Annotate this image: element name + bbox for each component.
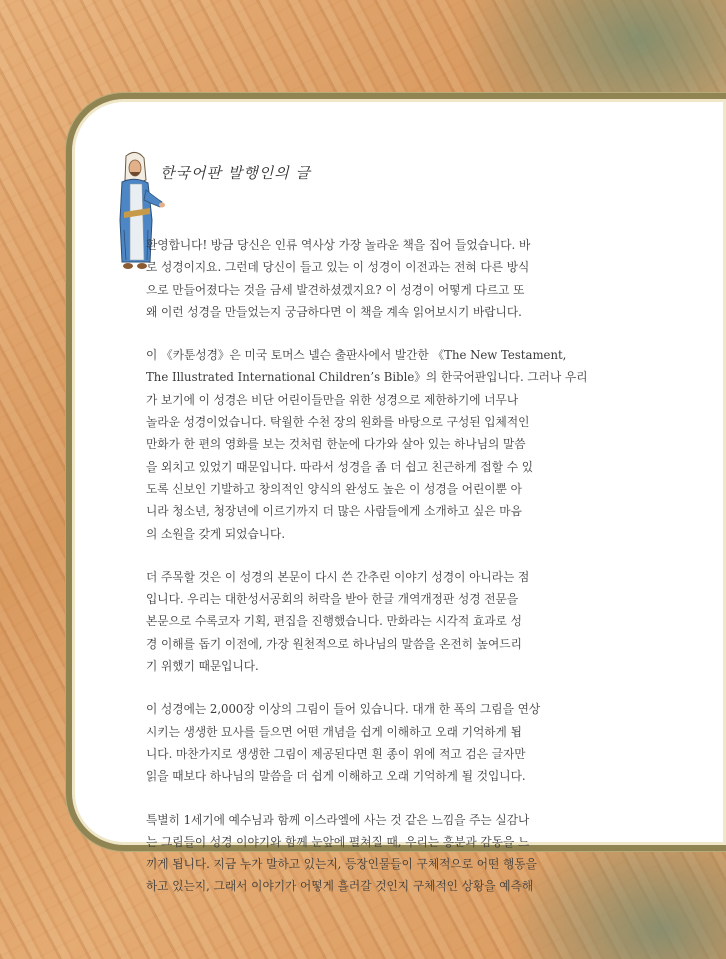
text-line: 왜 이런 성경을 만들었는지 궁금하다면 이 책을 계속 읽어보시기 바랍니다. [146, 304, 522, 319]
paragraph-1 [146, 234, 542, 323]
text-line: 이 성경에는 2,000장 이상의 그림이 들어 있습니다. 대개 한 폭의 그림을 연상 [146, 702, 541, 717]
paragraph-2 [146, 344, 588, 545]
text-line: 의 소원을 갖게 되었습니다. [146, 526, 286, 541]
text-line: 니다. 마찬가지로 생생한 그림이 제공된다면 흰 종이 위에 적고 검은 글자만 [146, 746, 526, 761]
text-line: 이 《카툰성경》은 미국 토머스 넬슨 출판사에서 발간한 《The New Testament, [146, 348, 567, 363]
text-line: 더 주목할 것은 이 성경의 본문이 다시 쓴 간추린 이야기 성경이 아니라는 점 [146, 569, 530, 584]
text-line: 니라 청소년, 청장년에 이르기까지 더 많은 사람들에게 소개하고 싶은 마음 [146, 504, 522, 519]
text-line: 가 보기에 이 성경은 비단 어린이들만을 위한 성경으로 제한하기에 너무나 [146, 392, 519, 407]
text-line: 기 위했기 때문입니다. [146, 659, 259, 674]
text-line: 도록 신보인 기발하고 창의적인 양식의 완성도 높은 이 성경을 어린이뿐 아 [146, 481, 522, 496]
text-line: 끼게 됩니다. 지금 누가 말하고 있는지, 등장인물들이 구체적으로 어떤 행동을 [146, 857, 537, 872]
paragraph-5 [146, 809, 542, 898]
text-line: 환영합니다! 방금 당신은 인류 역사상 가장 놀라운 책을 집어 들었습니다. 바 [146, 238, 531, 252]
text-line: 시키는 생생한 묘사를 들으면 어떤 개념을 쉽게 이해하고 오래 기억하게 됩 [146, 724, 522, 739]
paragraph-3 [146, 566, 542, 677]
text-line: 놀라운 성경이었습니다. 탁월한 수천 장의 원화를 바탕으로 구성된 입체적인 [146, 415, 530, 430]
text-line: 읽을 때보다 하나님의 말씀을 더 쉽게 이해하고 오래 기억하게 될 것입니다. [146, 769, 526, 784]
section-title: 한국어판 발행인의 글 [160, 164, 311, 182]
text-line: 만화가 한 편의 영화를 보는 것처럼 한눈에 다가와 살아 있는 하나님의 말씀 [146, 437, 526, 452]
text-line: 특별히 1세기에 예수님과 함께 이스라엘에 사는 것 같은 느낌을 주는 실감나 [146, 812, 530, 827]
text-line: 을 외치고 있었기 때문입니다. 따라서 성경을 좀 더 쉽고 친근하게 접할 수 있 [146, 459, 534, 474]
text-line: The Illustrated International Children’s Bible》의 한국어판입니다. 그러나 우리 [146, 370, 588, 385]
text-line: 는 그림들이 성경 이야기와 함께 눈앞에 펼쳐질 때, 우리는 흥분과 감동을 느 [146, 834, 530, 849]
text-line: 로 성경이지요. 그런데 당신이 들고 있는 이 성경이 이전과는 전혀 다른 방식 [146, 260, 530, 275]
article-body [146, 234, 588, 919]
paragraph-4 [146, 698, 542, 787]
text-line: 입니다. 우리는 대한성서공회의 허락을 받아 한글 개역개정판 성경 전문을 [146, 592, 519, 607]
text-line: 경 이해를 돕기 이전에, 가장 원천적으로 하나님의 말씀을 온전히 높여드리 [146, 636, 522, 651]
text-line: 으로 만들어졌다는 것을 금세 발견하셨겠지요? 이 성경이 어떻게 다르고 또 [146, 282, 525, 297]
text-line: 하고 있는지, 그래서 이야기가 어떻게 흘러갈 것인지 구체적인 상황을 예측해 [146, 879, 534, 894]
text-line: 본문으로 수록코자 기획, 편집을 진행했습니다. 만화라는 시각적 효과로 성 [146, 614, 522, 629]
